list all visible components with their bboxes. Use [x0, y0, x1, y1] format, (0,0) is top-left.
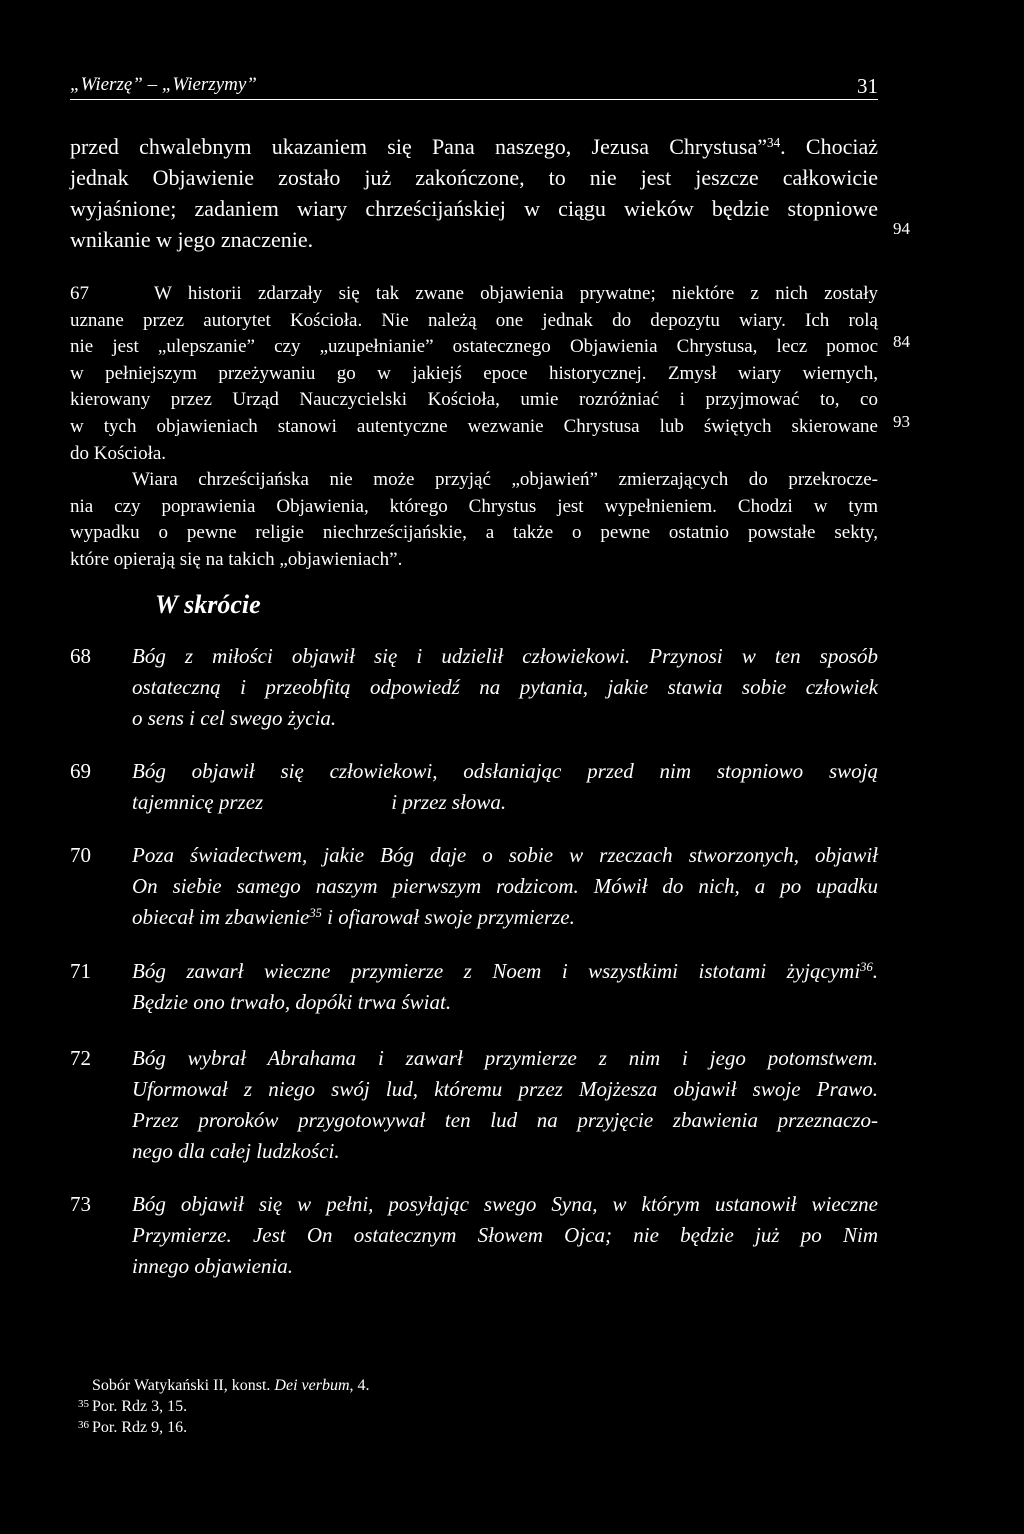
item-text: [132, 1043, 878, 1167]
footnote-36: 36 Por. Rdz 9, 16.: [70, 1416, 370, 1437]
footnote-35: 35 Por. Rdz 3, 15.: [70, 1395, 370, 1416]
footnote-34: Sobór Watykański II, konst. Dei verbum, 4.: [92, 1377, 370, 1394]
margin-reference: 93: [893, 412, 910, 431]
text-line: innego objawienia.: [132, 1254, 293, 1278]
page-number: 31: [857, 74, 878, 98]
running-head-title: „Wierzę” – „Wierzymy”: [70, 74, 257, 95]
footnote-mark: 36: [78, 1419, 89, 1431]
item-number: 71: [70, 959, 91, 983]
text-line: Bóg objawił się w pełni, posyłając swego Syna, w którym ustanowił wieczne: [132, 1192, 878, 1216]
text-line: Wiara chrześcijańska nie może przyjąć „objawień” zmierzających do przekrocze-: [132, 469, 878, 491]
item-number: 73: [70, 1192, 91, 1216]
text-line: Bóg zawarł wieczne przymierze z Noem i wszystkimi istotami żyjącymi$^{36}$.: [132, 959, 878, 983]
text-line: Uformował z niego swój lud, któremu przez Mojżesza objawił swoje Prawo.: [132, 1077, 878, 1101]
footnote-mark: 35: [78, 1398, 89, 1410]
paragraph-67: [70, 281, 878, 574]
item-number: 70: [70, 843, 91, 867]
paragraph-number: 67: [70, 283, 89, 304]
text-line: Przez proroków przygotowywał ten lud na przyjęcie zbawienia przeznaczo-: [132, 1108, 878, 1132]
text-line: wypadku o pewne religie niechrześcijańskie, a także o pewne ostatnio powstałe sekty,: [70, 522, 878, 544]
item-text: [132, 840, 878, 933]
text-line: przed chwalebnym ukazaniem się Pana naszego, Jezusa Chrystusa”$^{34}$. Chociaż: [70, 134, 878, 159]
text-line: nia czy poprawienia Objawienia, którego Chrystus jest wypełnieniem. Chodzi w tym: [70, 495, 878, 517]
item-text: [132, 641, 878, 734]
text-line: Bóg wybrał Abrahama i zawarł przymierze z nim i jego potomstwem.: [132, 1046, 878, 1070]
footnote-ref: 34: [766, 134, 781, 150]
item-text: [132, 1189, 878, 1282]
text-line: Przymierze. Jest On ostatecznym Słowem Ojca; nie będzie już po Nim: [132, 1223, 878, 1247]
margin-reference: 94: [893, 219, 910, 238]
item-text: [132, 756, 878, 818]
text-line: tajemnicę przez i przez słowa.: [132, 790, 507, 814]
text-line: jednak Objawienie zostało już zakończone, to nie jest jeszcze całkowicie: [70, 165, 878, 190]
text-line: wyjaśnione; zadaniem wiary chrześcijańskiej w ciągu wieków będzie stopniowe: [70, 196, 878, 221]
text-line: nie jest „ulepszanie” czy „uzupełnianie” ostatecznego Objawienia Chrystusa, lecz pomoc: [70, 336, 878, 358]
text-line: obiecał im zbawienie$^{35}$ i ofiarował swoje przymierze.: [132, 905, 575, 929]
text-line: Będzie ono trwało, dopóki trwa świat.: [132, 990, 452, 1014]
header-rule: [70, 99, 878, 100]
footnote-ref: 36: [860, 960, 873, 975]
footnotes: [70, 1376, 370, 1437]
text-line: wnikanie w jego znaczenie.: [70, 227, 314, 252]
text-line: kierowany przez Urząd Nauczycielski Kościoła, umie rozróżniać i przyjmować to, co: [70, 389, 878, 411]
footnote-ref: 35: [309, 906, 322, 921]
text-line: Poza świadectwem, jakie Bóg daje o sobie w rzeczach stworzonych, objawił: [132, 843, 878, 867]
running-head: [70, 74, 878, 100]
margin-reference: 84: [893, 332, 910, 351]
text-line: w pełniejszym przeżywaniu go w jakiejś epoce historycznej. Zmysł wiary wiernych,: [70, 362, 878, 384]
item-number: 69: [70, 759, 91, 783]
text-line: ostateczną i przeobfitą odpowiedź na pytania, jakie stawia sobie człowiek: [132, 675, 878, 699]
item-number: 72: [70, 1046, 91, 1070]
text-line: uznane przez autorytet Kościoła. Nie należą one jednak do depozytu wiary. Ich rolą: [70, 309, 878, 331]
item-text: [132, 956, 878, 1018]
text-line: Bóg z miłości objawił się i udzielił człowiekowi. Przynosi w ten sposób: [132, 644, 878, 668]
summary-heading: W skrócie: [155, 590, 261, 619]
text-line: które opierają się na takich „objawieniach”.: [70, 548, 403, 570]
text-line: 67 W historii zdarzały się tak zwane objawienia prywatne; niektóre z nich zostały: [70, 283, 878, 304]
item-number: 68: [70, 644, 91, 668]
text-line: do Kościoła.: [70, 442, 167, 464]
text-line: Bóg objawił się człowiekowi, odsłaniając przed nim stopniowo swoją: [132, 759, 878, 783]
text-line: w tych objawieniach stanowi autentyczne wezwanie Chrystusa lub świętych skierowane: [70, 415, 878, 437]
text-line: o sens i cel swego życia.: [132, 706, 337, 730]
text-line: nego dla całej ludzkości.: [132, 1139, 340, 1163]
text-line: On siebie samego naszym pierwszym rodzicom. Mówił do nich, a po upadku: [132, 874, 878, 898]
paragraph-66: [70, 131, 878, 255]
